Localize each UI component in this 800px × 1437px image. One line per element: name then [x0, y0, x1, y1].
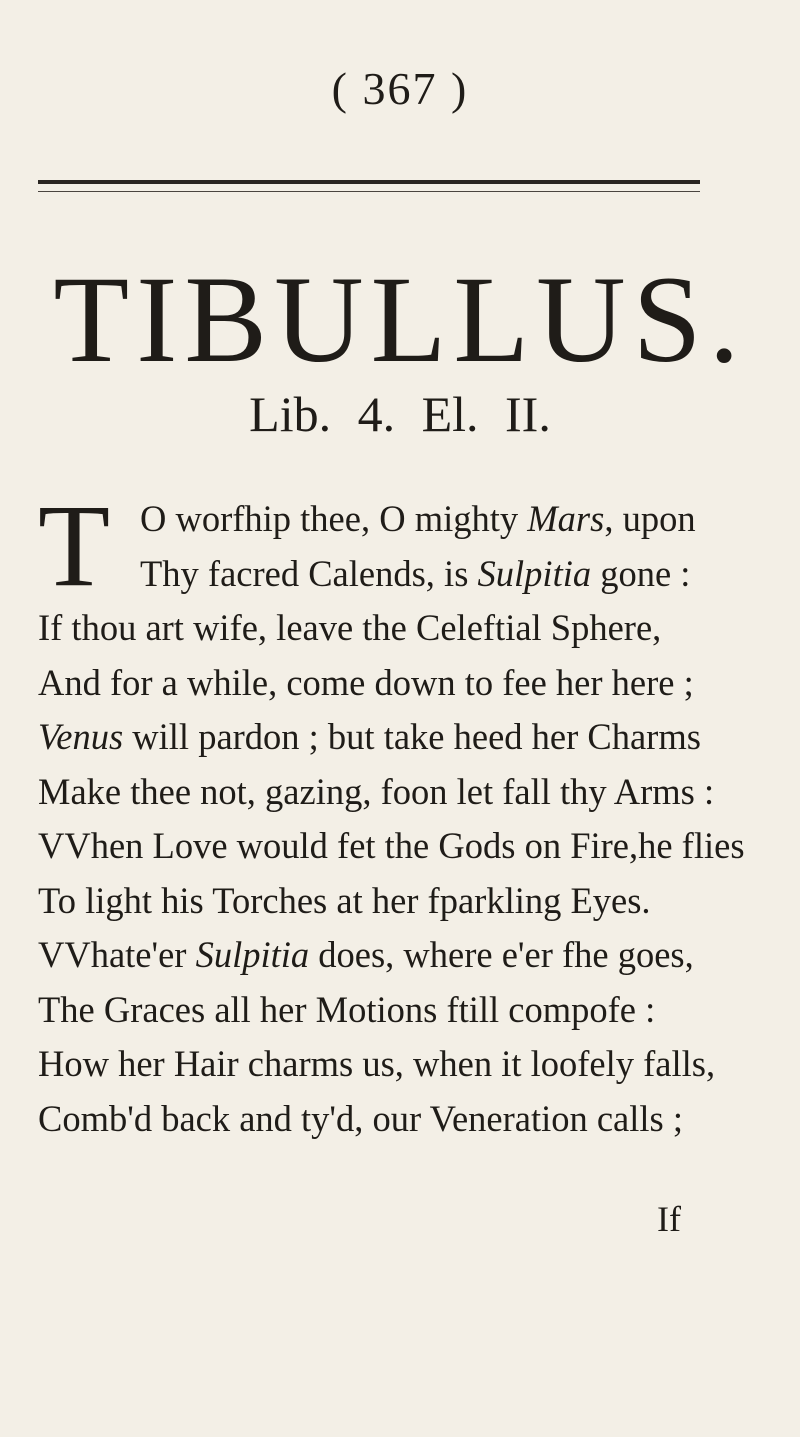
poem-line: Thy facred Calends, is Sulpitia gone : [140, 552, 691, 594]
drop-cap: T [38, 480, 111, 611]
poem-line: And for a while, come down to fee her here ; [38, 661, 694, 703]
section-title: TIBULLUS. [53, 251, 747, 388]
header-rule-thin [38, 191, 700, 192]
poem-line: How her Hair charms us, when it loofely falls, [38, 1043, 716, 1084]
poem-line: Make thee not, gazing, foon let fall thy Arms : [38, 770, 715, 812]
poem-line: Venus will pardon ; but take heed her Charms [38, 716, 701, 757]
book-elegy-label: Lib. 4. El. II. [249, 386, 551, 442]
poem-line: The Graces all her Motions ftill compofe : [38, 988, 656, 1030]
poem-body [38, 480, 745, 1146]
catchword: If [657, 1199, 681, 1239]
poem-line: Comb'd back and ty'd, our Veneration calls ; [38, 1097, 684, 1139]
poem-line: VVhen Love would fet the Gods on Fire,he flies [38, 825, 745, 866]
poem-line: If thou art wife, leave the Celeftial Sphere, [38, 607, 662, 648]
poem-line: To light his Torches at her fparkling Eyes. [38, 879, 651, 921]
poem-line: VVhate'er Sulpitia does, where e'er fhe goes, [38, 934, 694, 975]
poem-line: O worfhip thee, O mighty Mars, upon [140, 498, 696, 539]
header-rule-thick [38, 180, 700, 184]
page-number: ( 367 ) [331, 63, 469, 114]
